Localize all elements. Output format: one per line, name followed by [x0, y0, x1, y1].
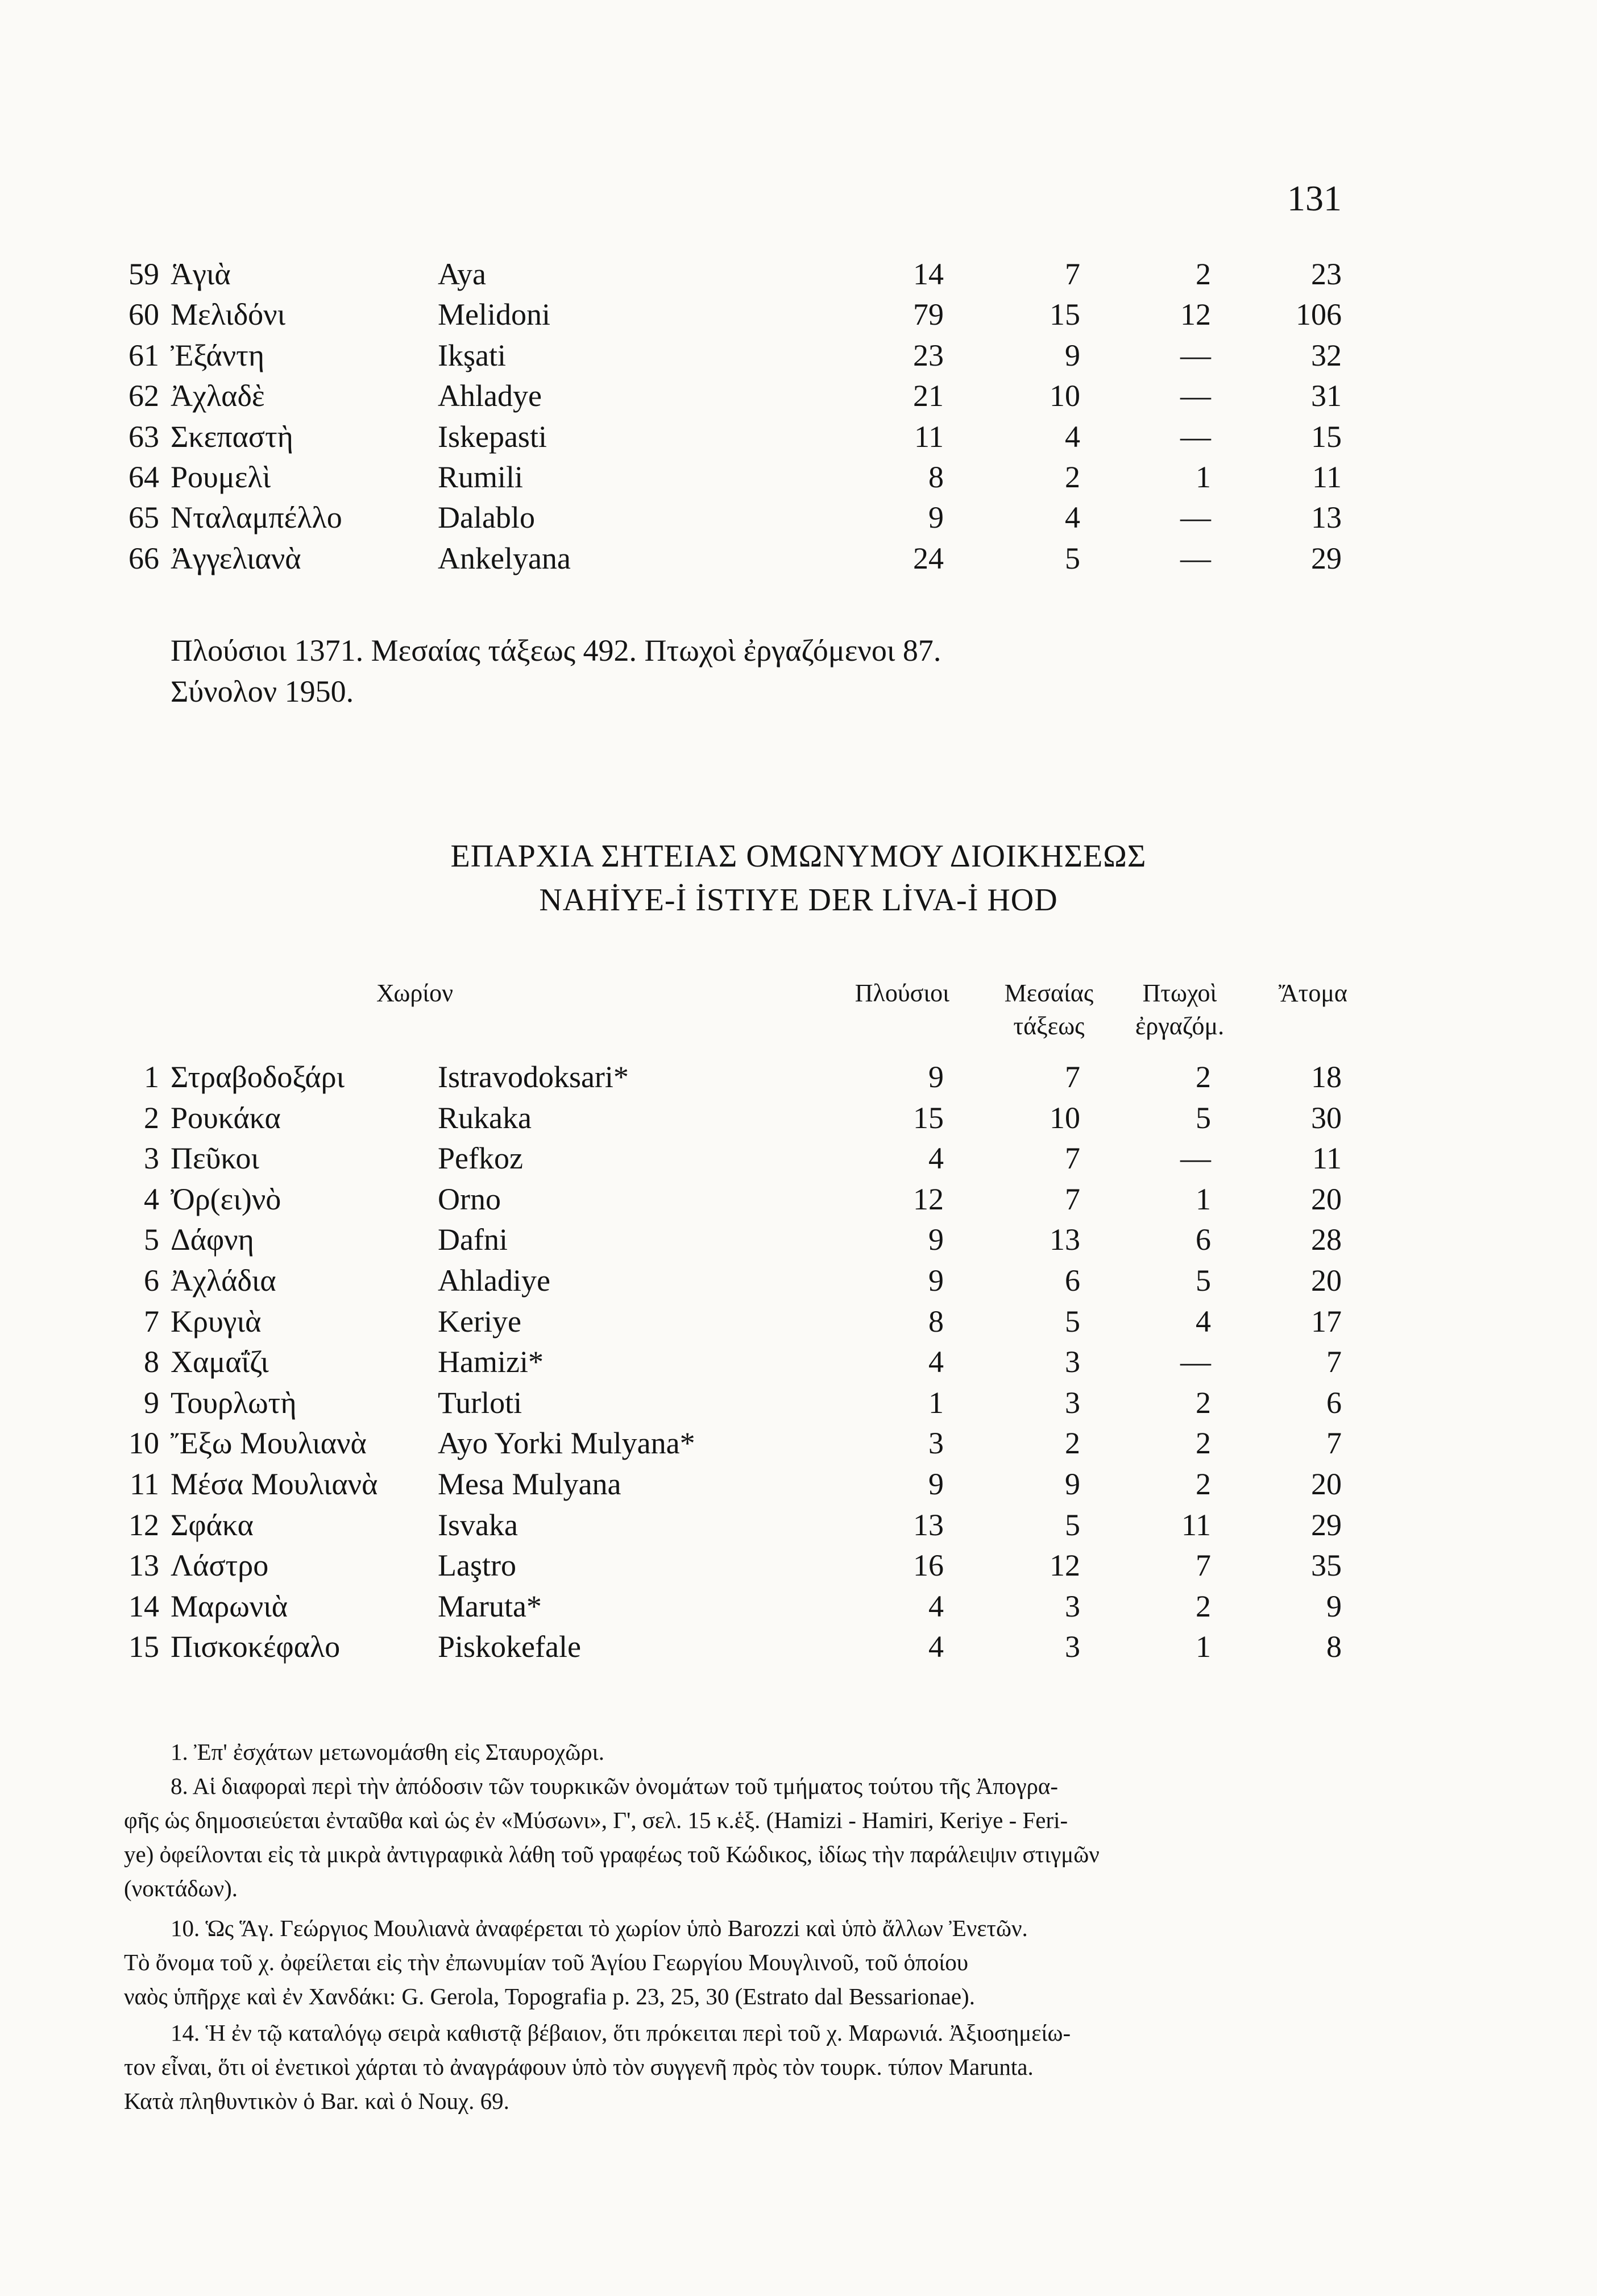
poor-count: 2 [1196, 257, 1211, 291]
poor-count: 1 [1196, 1182, 1211, 1216]
table-row [0, 416, 1597, 457]
persons-total: 29 [1311, 1507, 1342, 1542]
village-greek-name: Ἁγιὰ [171, 257, 231, 291]
village-turkish-name: Piskokefale [438, 1630, 581, 1664]
row-number: 15 [128, 1630, 159, 1664]
rich-count: 16 [913, 1548, 944, 1583]
poor-count: — [1180, 1141, 1211, 1176]
village-turkish-name: Rukaka [438, 1100, 532, 1135]
village-turkish-name: Mesa Mulyana [438, 1467, 621, 1501]
header-rich: Πλούσιοι [855, 979, 949, 1007]
village-greek-name: Ρουκάκα [171, 1100, 281, 1135]
rich-count: 1 [928, 1385, 944, 1420]
poor-count: 12 [1180, 297, 1211, 332]
table-row [0, 497, 1597, 538]
village-turkish-name: Isvaka [438, 1507, 518, 1542]
rich-count: 4 [928, 1630, 944, 1664]
poor-count: 5 [1196, 1263, 1211, 1298]
table-row [0, 1097, 1597, 1138]
persons-total: 7 [1326, 1345, 1342, 1379]
persons-total: 7 [1326, 1426, 1342, 1461]
rich-count: 9 [928, 500, 944, 535]
village-turkish-name: Ahladiye [438, 1263, 550, 1298]
village-greek-name: Ρουμελὶ [171, 460, 271, 494]
persons-total: 35 [1311, 1548, 1342, 1583]
section-title-greek: ΕΠΑΡΧΙΑ ΣΗΤΕΙΑΣ ΟΜΩΝΥΜΟΥ ΔΙΟΙΚΗΣΕΩΣ [450, 839, 1147, 874]
middle-class-count: 9 [1065, 1467, 1080, 1501]
footnote-line: ναὸς ὑπῆρχε καὶ ἐν Χανδάκι: G. Gerola, Topografia p. 23, 25, 30 (Estrato dal Bessarionae). [124, 1983, 975, 2009]
rich-count: 8 [928, 1304, 944, 1338]
table-row [0, 1301, 1597, 1342]
village-greek-name: Δάφνη [171, 1222, 254, 1257]
village-greek-name: Ἀγγελιανὰ [171, 541, 301, 575]
footnote-line: Κατὰ πληθυντικὸν ὁ Bar. καὶ ὁ Nouχ. 69. [124, 2088, 509, 2114]
row-number: 13 [128, 1548, 159, 1583]
row-number: 5 [144, 1222, 159, 1257]
middle-class-count: 9 [1065, 338, 1080, 372]
table-row [0, 1260, 1597, 1301]
header-middle-1: Μεσαίας [1004, 979, 1094, 1007]
persons-total: 15 [1311, 419, 1342, 454]
poor-count: — [1180, 541, 1211, 575]
row-number: 8 [144, 1345, 159, 1379]
row-number: 1 [144, 1060, 159, 1094]
table-row [0, 1423, 1597, 1464]
rich-count: 23 [913, 338, 944, 372]
village-greek-name: Ὀρ(ει)νὸ [171, 1182, 281, 1216]
village-turkish-name: Maruta* [438, 1589, 542, 1623]
poor-count: 2 [1196, 1467, 1211, 1501]
rich-count: 4 [928, 1345, 944, 1379]
village-turkish-name: Ahladye [438, 379, 542, 413]
rich-count: 9 [928, 1060, 944, 1094]
table-row [0, 1586, 1597, 1627]
footnote-line: 1. Ἐπ' ἐσχάτων μετωνομάσθη εἰς Σταυροχῶρι. [171, 1739, 604, 1765]
row-number: 9 [144, 1385, 159, 1420]
middle-class-count: 15 [1050, 297, 1080, 332]
row-number: 61 [128, 338, 159, 372]
persons-total: 106 [1296, 297, 1342, 332]
rich-count: 9 [928, 1467, 944, 1501]
village-turkish-name: Pefkoz [438, 1141, 523, 1176]
poor-count: 2 [1196, 1426, 1211, 1461]
table-row [0, 1056, 1597, 1097]
header-village: Χωρίον [376, 979, 454, 1007]
row-number: 6 [144, 1263, 159, 1298]
poor-count: 1 [1196, 460, 1211, 494]
persons-total: 9 [1326, 1589, 1342, 1623]
row-number: 4 [144, 1182, 159, 1216]
village-turkish-name: Aya [438, 257, 487, 291]
row-number: 62 [128, 379, 159, 413]
village-greek-name: Μέσα Μουλιανὰ [171, 1467, 378, 1501]
village-turkish-name: Hamizi* [438, 1345, 544, 1379]
poor-count: 4 [1196, 1304, 1211, 1338]
village-greek-name: Κρυγιὰ [171, 1304, 262, 1338]
table-row [0, 335, 1597, 376]
table-row [0, 1179, 1597, 1220]
poor-count: 5 [1196, 1100, 1211, 1135]
middle-class-count: 3 [1065, 1589, 1080, 1623]
rich-count: 9 [928, 1222, 944, 1257]
village-turkish-name: Dalablo [438, 500, 535, 535]
village-greek-name: Ἐξάντη [171, 338, 265, 372]
middle-class-count: 2 [1065, 1426, 1080, 1461]
village-greek-name: Χαμαΐζι [171, 1345, 269, 1379]
rich-count: 12 [913, 1182, 944, 1216]
footnote-line: τον εἶναι, ὅτι οἱ ἐνετικοὶ χάρται τὸ ἀναγράφουν ὑπὸ τὸν συγγενῆ πρὸς τὸν τουρκ. τύπον Marunta. [124, 2054, 1034, 2080]
row-number: 3 [144, 1141, 159, 1176]
rich-count: 24 [913, 541, 944, 575]
persons-total: 18 [1311, 1060, 1342, 1094]
village-turkish-name: Istravodoksari* [438, 1060, 629, 1094]
middle-class-count: 3 [1065, 1345, 1080, 1379]
village-turkish-name: Ikşati [438, 338, 506, 372]
table-row [0, 538, 1597, 579]
row-number: 60 [128, 297, 159, 332]
table-row [0, 1138, 1597, 1179]
persons-total: 20 [1311, 1467, 1342, 1501]
poor-count: 7 [1196, 1548, 1211, 1583]
table-row [0, 1464, 1597, 1505]
rich-count: 21 [913, 379, 944, 413]
middle-class-count: 7 [1065, 1182, 1080, 1216]
header-persons: Ἄτομα [1278, 979, 1347, 1007]
village-greek-name: Νταλαμπέλλο [171, 500, 342, 535]
row-number: 65 [128, 500, 159, 535]
poor-count: 2 [1196, 1589, 1211, 1623]
rich-count: 14 [913, 257, 944, 291]
poor-count: 1 [1196, 1630, 1211, 1664]
village-turkish-name: Laştro [438, 1548, 516, 1583]
poor-count: — [1180, 419, 1211, 454]
village-turkish-name: Ayo Yorki Mulyana* [438, 1426, 695, 1461]
rich-count: 11 [914, 419, 944, 454]
village-greek-name: Λάστρο [171, 1548, 269, 1583]
persons-total: 17 [1311, 1304, 1342, 1338]
table-row [0, 1219, 1597, 1260]
poor-count: — [1180, 338, 1211, 372]
rich-count: 3 [928, 1426, 944, 1461]
table-row [0, 457, 1597, 498]
row-number: 10 [128, 1426, 159, 1461]
rich-count: 13 [913, 1507, 944, 1542]
footnote-line: 10. Ὡς Ἅγ. Γεώργιος Μουλιανὰ ἀναφέρεται τὸ χωρίον ὑπὸ Barozzi καὶ ὑπὸ ἄλλων Ἐνετῶν. [171, 1915, 1028, 1941]
rich-count: 9 [928, 1263, 944, 1298]
footnote-line: φῆς ὡς δημοσιεύεται ἐνταῦθα καὶ ὡς ἐν «Μύσωνι», Γ', σελ. 15 κ.ἑξ. (Hamizi - Hamiri, Keriye - Feri- [124, 1807, 1068, 1833]
page-number: 131 [1287, 178, 1342, 218]
village-turkish-name: Keriye [438, 1304, 521, 1338]
table-row [0, 294, 1597, 335]
middle-class-count: 5 [1065, 541, 1080, 575]
middle-class-count: 12 [1050, 1548, 1080, 1583]
poor-count: — [1180, 1345, 1211, 1379]
persons-total: 23 [1311, 257, 1342, 291]
summary-line-2: Σύνολον 1950. [171, 674, 354, 708]
village-greek-name: Στραβοδοξάρι [171, 1060, 345, 1094]
table-row [0, 1545, 1597, 1586]
middle-class-count: 5 [1065, 1507, 1080, 1542]
persons-total: 30 [1311, 1100, 1342, 1135]
section-title-turkish: NAHİYE-İ İSTIYE DER LİVA-İ HOD [539, 882, 1058, 918]
summary-line-1: Πλούσιοι 1371. Μεσαίας τάξεως 492. Πτωχοὶ ἐργαζόμενοι 87. [171, 633, 941, 668]
poor-count: — [1180, 500, 1211, 535]
persons-total: 6 [1326, 1385, 1342, 1420]
rich-count: 8 [928, 460, 944, 494]
header-middle-2: τάξεως [1013, 1012, 1085, 1040]
row-number: 59 [128, 257, 159, 291]
persons-total: 20 [1311, 1182, 1342, 1216]
middle-class-count: 10 [1050, 1100, 1080, 1135]
middle-class-count: 7 [1065, 257, 1080, 291]
rich-count: 4 [928, 1589, 944, 1623]
poor-count: 2 [1196, 1060, 1211, 1094]
row-number: 63 [128, 419, 159, 454]
middle-class-count: 3 [1065, 1385, 1080, 1420]
middle-class-count: 4 [1065, 500, 1080, 535]
table-row [0, 1341, 1597, 1382]
header-poor-2: ἐργαζόμ. [1135, 1012, 1225, 1040]
footnote-line: ye) ὀφείλονται εἰς τὰ μικρὰ ἀντιγραφικὰ λάθη τοῦ γραφέως τοῦ Κώδικος, ἰδίως τὴν παράλειψιν στιγμῶν [124, 1841, 1100, 1867]
persons-total: 8 [1326, 1630, 1342, 1664]
footnote-line: 8. Αἱ διαφοραὶ περὶ τὴν ἀπόδοσιν τῶν τουρκικῶν ὀνομάτων τοῦ τμήματος τούτου τῆς Ἀπογρα- [171, 1773, 1059, 1799]
table-row [0, 1382, 1597, 1423]
rich-count: 4 [928, 1141, 944, 1176]
persons-total: 11 [1312, 460, 1342, 494]
middle-class-count: 7 [1065, 1141, 1080, 1176]
persons-total: 28 [1311, 1222, 1342, 1257]
table-row [0, 1626, 1597, 1667]
persons-total: 29 [1311, 541, 1342, 575]
poor-count: 11 [1181, 1507, 1211, 1542]
village-greek-name: Πισκοκέφαλο [171, 1630, 341, 1664]
middle-class-count: 13 [1050, 1222, 1080, 1257]
row-number: 66 [128, 541, 159, 575]
persons-total: 20 [1311, 1263, 1342, 1298]
persons-total: 13 [1311, 500, 1342, 535]
row-number: 14 [128, 1589, 159, 1623]
table-row [0, 1505, 1597, 1545]
village-greek-name: Μαρωνιὰ [171, 1589, 288, 1623]
middle-class-count: 4 [1065, 419, 1080, 454]
footnote-line: (νοκτάδων). [124, 1875, 238, 1901]
rich-count: 79 [913, 297, 944, 332]
footnote-line: 14. Ἡ ἐν τῷ καταλόγῳ σειρὰ καθιστᾷ βέβαιον, ὅτι πρόκειται περὶ τοῦ χ. Μαρωνιά. Ἀξιοσημείω- [171, 2020, 1071, 2046]
middle-class-count: 3 [1065, 1630, 1080, 1664]
village-turkish-name: Ankelyana [438, 541, 571, 575]
village-greek-name: Μελιδόνι [171, 297, 286, 332]
persons-total: 31 [1311, 379, 1342, 413]
persons-total: 32 [1311, 338, 1342, 372]
village-greek-name: Πεῦκοι [171, 1141, 259, 1176]
village-turkish-name: Iskepasti [438, 419, 547, 454]
row-number: 2 [144, 1100, 159, 1135]
village-greek-name: Ἔξω Μουλιανὰ [171, 1426, 367, 1461]
middle-class-count: 10 [1050, 379, 1080, 413]
header-poor-1: Πτωχοὶ [1142, 979, 1217, 1007]
row-number: 12 [128, 1507, 159, 1542]
village-greek-name: Σκεπαστὴ [171, 419, 293, 454]
village-turkish-name: Dafni [438, 1222, 508, 1257]
footnote-line: Τὸ ὄνομα τοῦ χ. ὀφείλεται εἰς τὴν ἐπωνυμίαν τοῦ Ἁγίου Γεωργίου Μουγλινοῦ, τοῦ ὁποίου [124, 1949, 969, 1975]
row-number: 64 [128, 460, 159, 494]
table-row [0, 375, 1597, 416]
rich-count: 15 [913, 1100, 944, 1135]
persons-total: 11 [1312, 1141, 1342, 1176]
village-turkish-name: Rumili [438, 460, 524, 494]
middle-class-count: 2 [1065, 460, 1080, 494]
village-turkish-name: Orno [438, 1182, 501, 1216]
poor-count: 6 [1196, 1222, 1211, 1257]
village-turkish-name: Turloti [438, 1385, 522, 1420]
poor-count: 2 [1196, 1385, 1211, 1420]
table-row [0, 254, 1597, 295]
row-number: 11 [130, 1467, 159, 1501]
poor-count: — [1180, 379, 1211, 413]
village-greek-name: Ἀχλαδὲ [171, 379, 265, 413]
row-number: 7 [144, 1304, 159, 1338]
middle-class-count: 7 [1065, 1060, 1080, 1094]
village-greek-name: Τουρλωτὴ [171, 1385, 297, 1420]
village-turkish-name: Melidoni [438, 297, 550, 332]
village-greek-name: Σφάκα [171, 1507, 254, 1542]
middle-class-count: 6 [1065, 1263, 1080, 1298]
village-greek-name: Ἀχλάδια [171, 1263, 276, 1298]
middle-class-count: 5 [1065, 1304, 1080, 1338]
